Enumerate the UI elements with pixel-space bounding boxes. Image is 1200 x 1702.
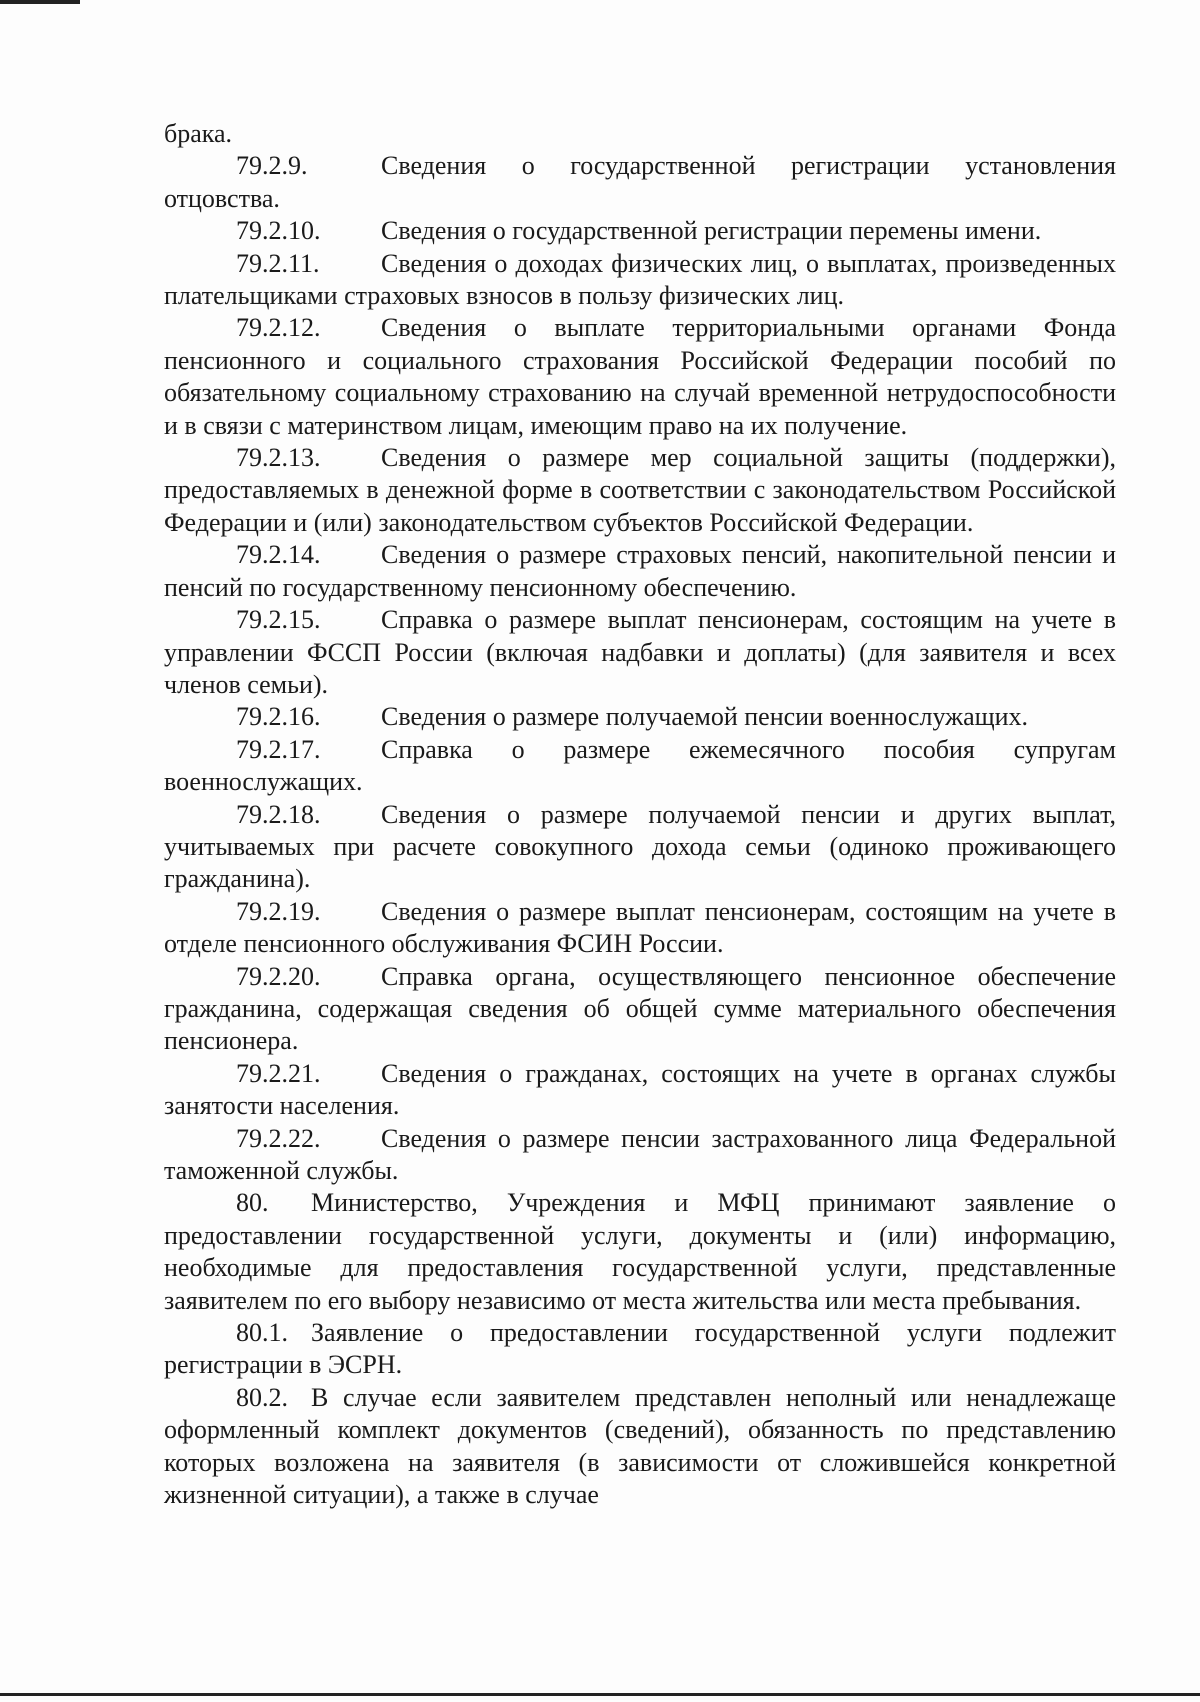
item-text: Министерство, Учреждения и МФЦ принимают заявление о предоставлении государственной услуги, документы и (или) информацию, необходимые для предоставления государственной услуги, представленные заявителем по его выбору независимо от места жительства или места пребывания. bbox=[164, 1188, 1116, 1315]
paragraph-80 bbox=[164, 1187, 1116, 1317]
paragraph-79-2-22 bbox=[164, 1123, 1116, 1188]
paragraph-continuation: брака. bbox=[164, 119, 233, 148]
paragraph-79-2-21 bbox=[164, 1058, 1116, 1123]
item-number: 80. bbox=[236, 1188, 269, 1218]
item-number: 79.2.9. bbox=[236, 151, 308, 181]
item-text: Сведения о размере получаемой пенсии военнослужащих. bbox=[381, 702, 1029, 732]
item-number: 79.2.19. bbox=[236, 896, 321, 926]
item-text: Справка органа, осуществляющего пенсионное обеспечение гражданина, содержащая сведения об общей сумме материального обеспечения пенсионера. bbox=[164, 961, 1116, 1056]
item-number: 79.2.15. bbox=[236, 605, 321, 635]
item-text: Сведения о размере мер социальной защиты (поддержки), предоставляемых в денежной форме в соответствии с законодательством Российской Федерации и (или) законодательством субъектов Российской Федерации. bbox=[164, 443, 1116, 537]
item-number: 79.2.22. bbox=[236, 1123, 321, 1153]
paragraph-79-2-14 bbox=[164, 539, 1116, 604]
item-text: Сведения о выплате территориальными органами Фонда пенсионного и социального страхования Российской Федерации пособий по обязательному социальному страхованию на случай временной нетрудоспособности и в связи с материнством лицам, имеющим право на их получение. bbox=[164, 313, 1116, 440]
document-body bbox=[164, 118, 1116, 1511]
paragraph-79-2-20 bbox=[164, 961, 1116, 1058]
item-number: 80.2. bbox=[236, 1382, 288, 1412]
item-number: 79.2.17. bbox=[236, 734, 321, 764]
item-text: В случае если заявителем представлен неполный или ненадлежаще оформленный комплект документов (сведений), обязанность по представлению которых возложена на заявителя (в зависимости от сложившейся конкретной жизненной ситуации), а также в случае bbox=[164, 1382, 1116, 1510]
paragraph-79-2-10 bbox=[164, 215, 1116, 247]
item-text: Заявление о предоставлении государственной услуги подлежит регистрации в ЭСРН. bbox=[164, 1318, 1116, 1380]
item-text: Сведения о государственной регистрации перемены имени. bbox=[381, 216, 1042, 246]
scan-edge-mark bbox=[0, 0, 80, 4]
item-number: 79.2.21. bbox=[236, 1058, 321, 1088]
item-text: Сведения о доходах физических лиц, о выплатах, произведенных плательщиками страховых взносов в пользу физических лиц. bbox=[164, 248, 1116, 311]
item-number: 79.2.10. bbox=[236, 216, 321, 246]
paragraph-79-2-12 bbox=[164, 312, 1116, 442]
paragraph-79-2-17 bbox=[164, 734, 1116, 799]
scan-bottom-edge bbox=[0, 1693, 1200, 1696]
item-text: Сведения о гражданах, состоящих на учете в органах службы занятости населения. bbox=[164, 1058, 1116, 1121]
item-number: 79.2.14. bbox=[236, 540, 321, 570]
paragraph-79-2-15 bbox=[164, 604, 1116, 701]
item-text: Сведения о размере выплат пенсионерам, состоящим на учете в отделе пенсионного обслуживания ФСИН России. bbox=[164, 896, 1116, 959]
item-number: 79.2.13. bbox=[236, 443, 321, 473]
paragraph-80-1 bbox=[164, 1317, 1116, 1382]
paragraph-79-2-16 bbox=[164, 701, 1116, 733]
item-text: Справка о размере выплат пенсионерам, состоящим на учете в управлении ФССП России (включая надбавки и доплаты) (для заявителя и всех членов семьи). bbox=[164, 605, 1116, 699]
item-text: Сведения о государственной регистрации установления отцовства. bbox=[164, 151, 1116, 213]
item-number: 79.2.11. bbox=[236, 248, 320, 278]
item-text: Сведения о размере пенсии застрахованного лица Федеральной таможенной службы. bbox=[164, 1123, 1116, 1185]
paragraph-80-2 bbox=[164, 1382, 1116, 1512]
item-number: 80.1. bbox=[236, 1318, 288, 1348]
paragraph-79-2-11 bbox=[164, 248, 1116, 313]
item-number: 79.2.16. bbox=[236, 702, 321, 732]
item-number: 79.2.18. bbox=[236, 799, 321, 829]
paragraph-79-2-9 bbox=[164, 150, 1116, 215]
paragraph-79-2-19 bbox=[164, 896, 1116, 961]
item-text: Сведения о размере страховых пенсий, накопительной пенсии и пенсий по государственному пенсионному обеспечению. bbox=[164, 540, 1116, 602]
item-number: 79.2.20. bbox=[236, 961, 321, 991]
item-text: Справка о размере ежемесячного пособия супругам военнослужащих. bbox=[164, 734, 1116, 797]
item-number: 79.2.12. bbox=[236, 313, 321, 343]
item-text: Сведения о размере получаемой пенсии и других выплат, учитываемых при расчете совокупного дохода семьи (одиноко проживающего гражданина). bbox=[164, 799, 1116, 894]
paragraph-79-2-18 bbox=[164, 799, 1116, 896]
paragraph-79-2-13 bbox=[164, 442, 1116, 539]
